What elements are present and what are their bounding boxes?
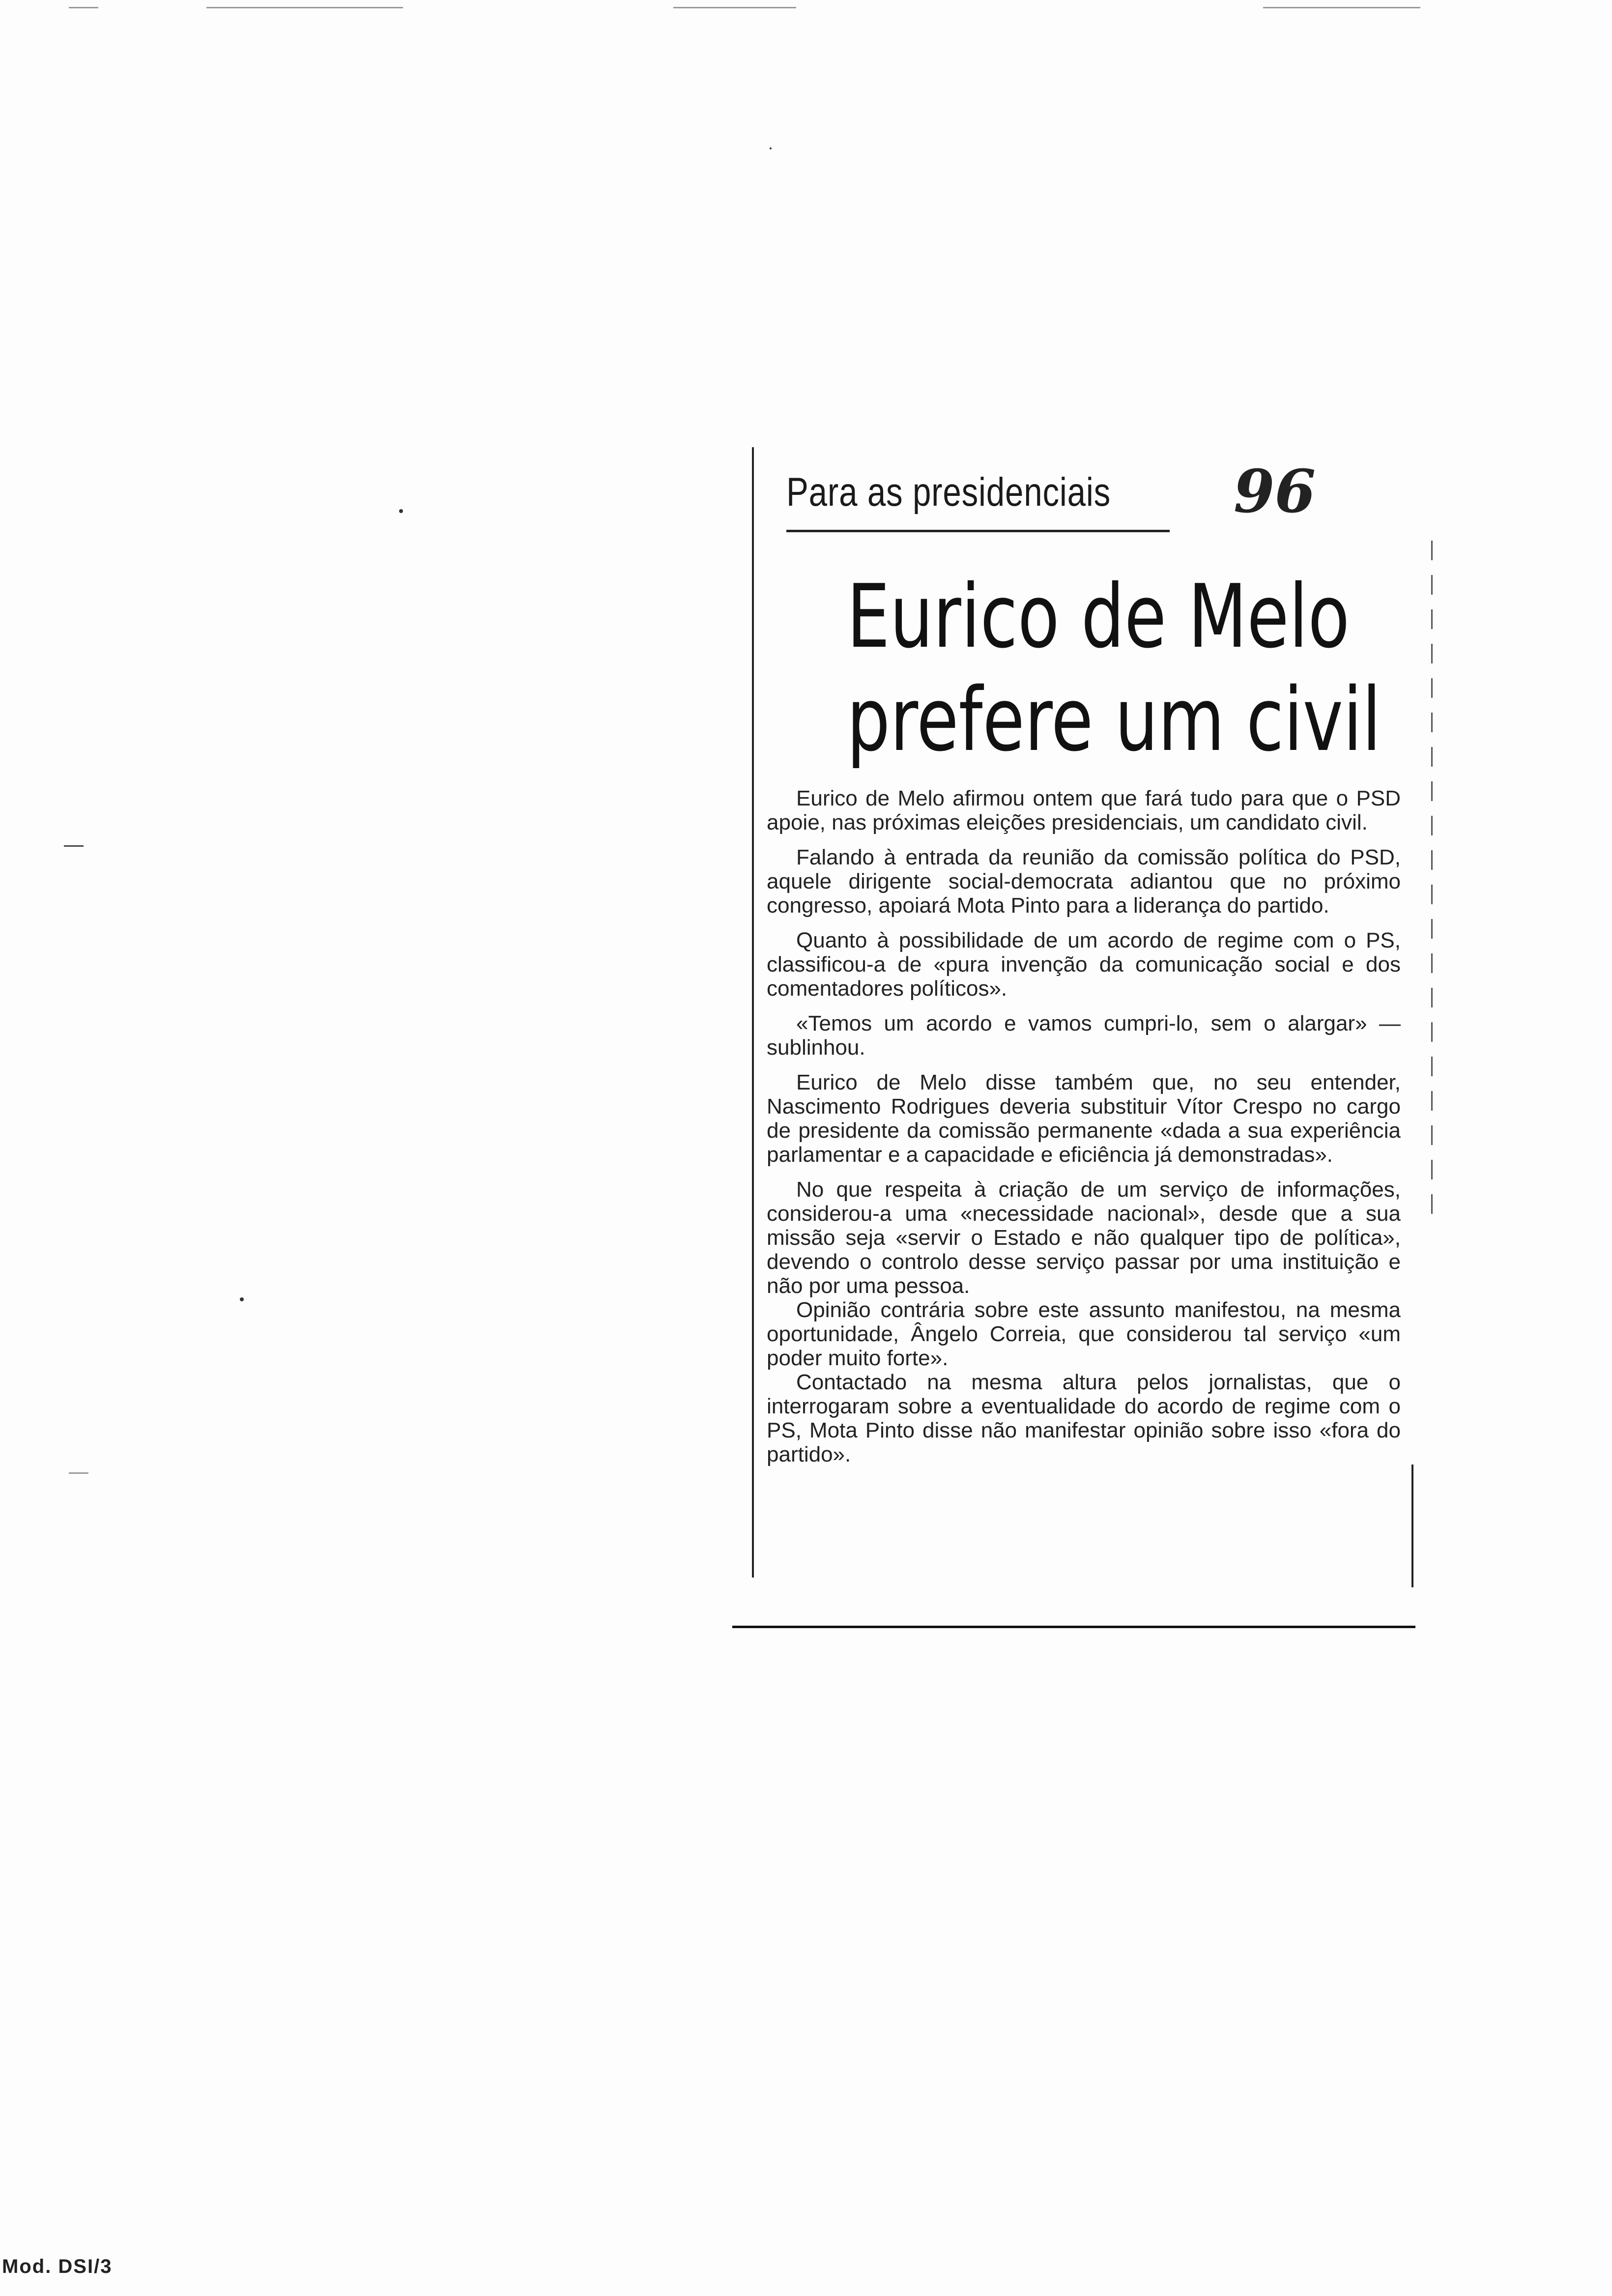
- article-paragraph: No que respeita à criação de um serviço de informações, considerou-a uma «necessidade nacional», desde que a sua missão seja «servir o Estado e não qualquer tipo de política», devendo o controlo desse serviço passar por uma instituição e não por uma pessoa.: [767, 1177, 1401, 1298]
- article-paragraph: Falando à entrada da reunião da comissão política do PSD, aquele dirigente social-democrata adiantou que no próximo congresso, apoiará Mota Pinto para a liderança do partido.: [767, 845, 1401, 918]
- clipping-right-edge: [1431, 541, 1433, 1229]
- scan-speck: [240, 1297, 244, 1301]
- scan-tick: [64, 845, 84, 847]
- article-paragraph: «Temos um acordo e vamos cumpri-lo, sem o alargar» — sublinhou.: [767, 1011, 1401, 1060]
- article-headline: [847, 565, 1382, 772]
- kicker-underline: [786, 530, 1170, 532]
- scan-edge-line: [206, 7, 403, 8]
- article-kicker: Para as presidenciais: [786, 470, 1111, 515]
- scan-speck: [399, 509, 403, 513]
- scan-edge-line: [69, 7, 98, 8]
- headline-line-2: prefere um civil: [847, 669, 1382, 771]
- article-paragraph: Contactado na mesma altura pelos jornalistas, que o interrogaram sobre a eventualidade do acordo de regime com o PS, Mota Pinto disse não manifestar opinião sobre isso «fora do partido».: [767, 1370, 1401, 1466]
- article-body: [767, 786, 1401, 1466]
- clipping-bottom-border: [732, 1626, 1415, 1628]
- newspaper-clipping: [737, 442, 1415, 1632]
- headline-line-1: Eurico de Melo: [847, 566, 1350, 667]
- clipping-right-border: [1411, 1464, 1413, 1587]
- form-code: Mod. DSI/3: [2, 2256, 113, 2277]
- scan-edge-line: [673, 7, 796, 8]
- scan-tick: [69, 1472, 88, 1474]
- article-paragraph: Quanto à possibilidade de um acordo de regime com o PS, classificou-a de «pura invenção da comunicação social e dos comentadores políticos».: [767, 928, 1401, 1001]
- handwritten-annotation: 96: [1234, 457, 1316, 526]
- clipping-left-border: [752, 447, 754, 1578]
- article-paragraph: Opinião contrária sobre este assunto manifestou, na mesma oportunidade, Ângelo Correia, que considerou tal serviço «um poder muito forte».: [767, 1298, 1401, 1370]
- scan-speck: [770, 147, 772, 149]
- scan-edge-line: [1263, 7, 1420, 8]
- article-paragraph: Eurico de Melo disse também que, no seu entender, Nascimento Rodrigues deveria substituir Vítor Crespo no cargo de presidente da comissão permanente «dada a sua experiência parlamentar e a capacidade e eficiência já demonstradas».: [767, 1070, 1401, 1167]
- article-paragraph: Eurico de Melo afirmou ontem que fará tudo para que o PSD apoie, nas próximas eleições presidenciais, um candidato civil.: [767, 786, 1401, 834]
